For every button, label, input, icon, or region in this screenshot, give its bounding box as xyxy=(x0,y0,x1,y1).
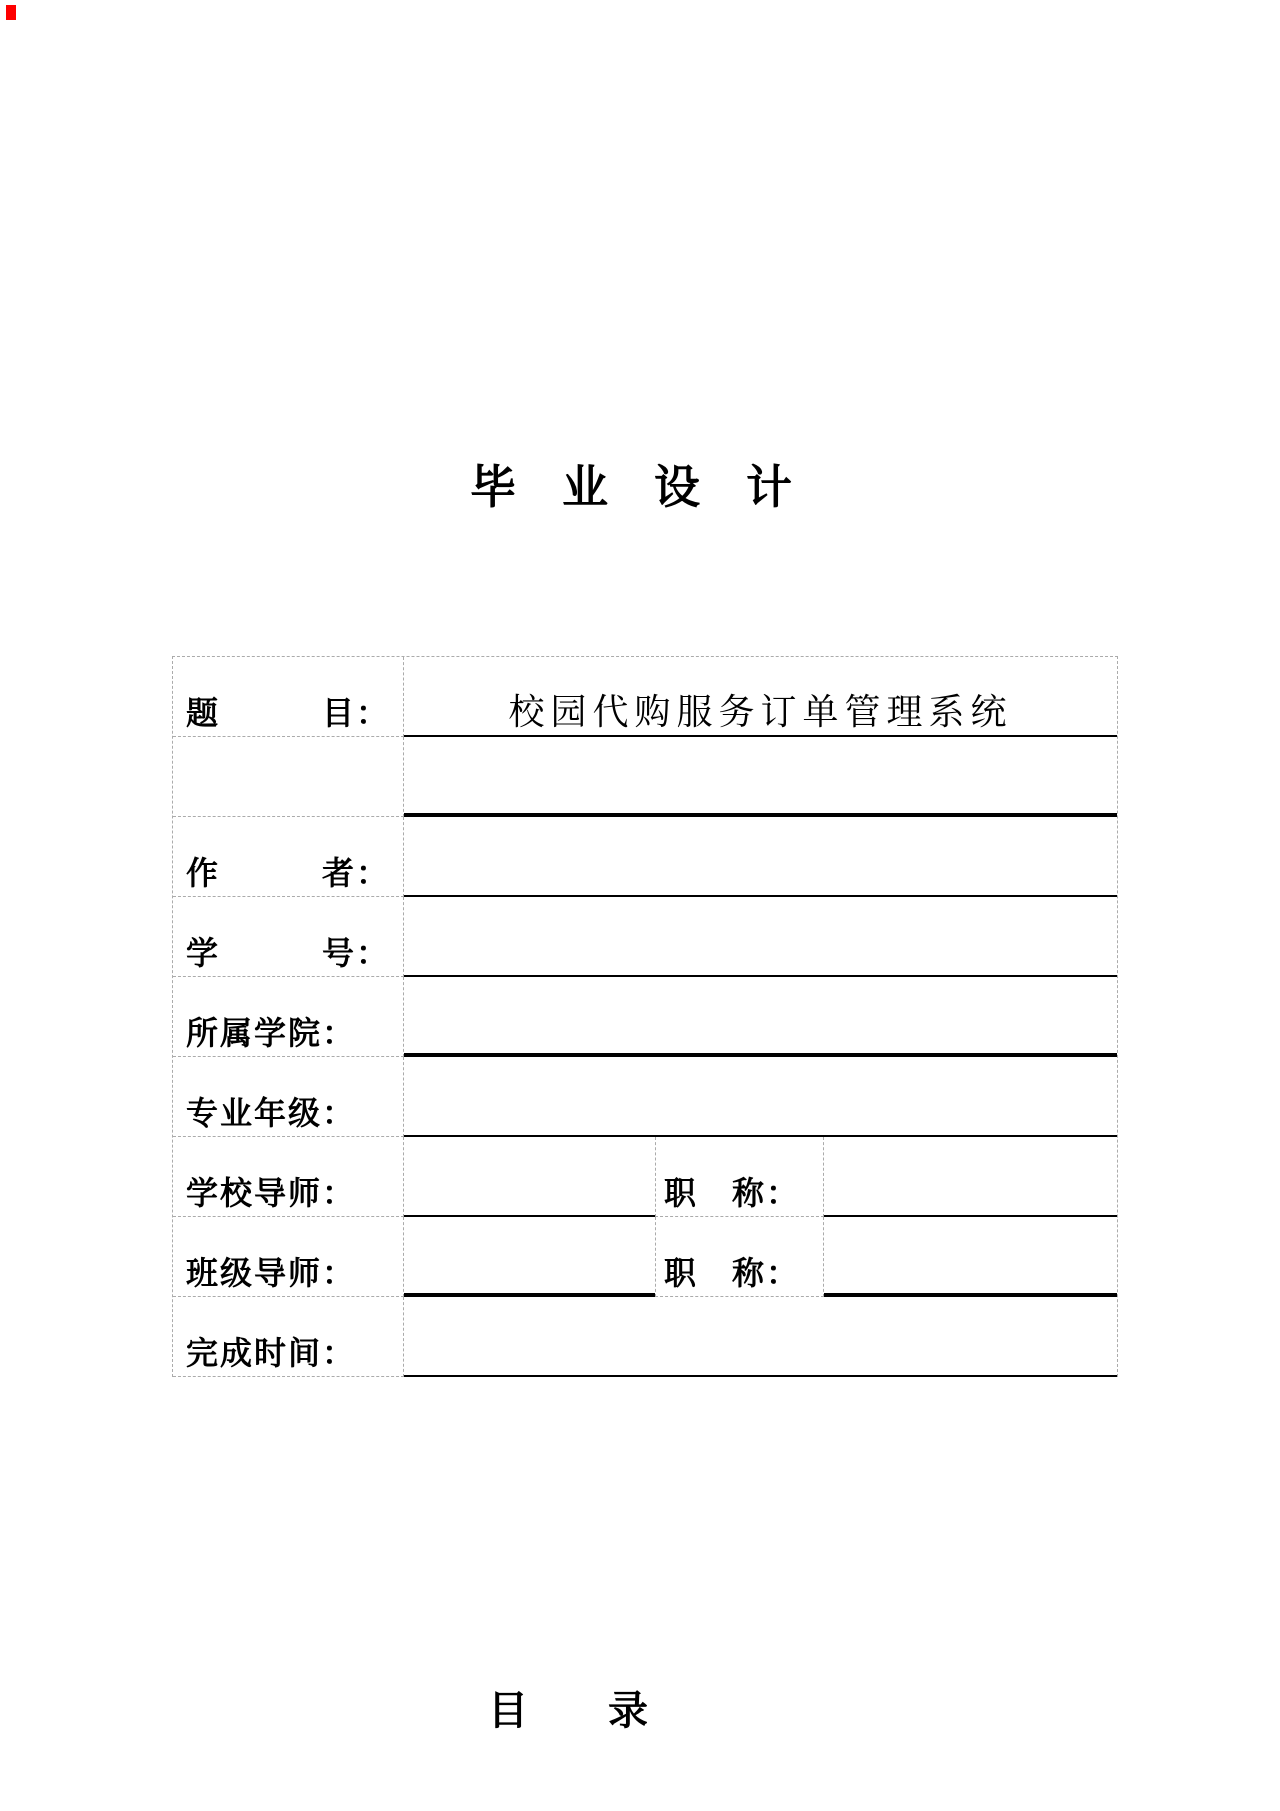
row-student-id xyxy=(173,897,1117,977)
field-label-class-supervisor: 班级导师： xyxy=(173,1217,404,1297)
row-title xyxy=(173,657,1117,737)
cover-form-table xyxy=(172,656,1118,1377)
field-value-title: 校园代购服务订单管理系统 xyxy=(404,657,1117,737)
field-value-major-grade xyxy=(404,1057,1117,1137)
row-class-supervisor xyxy=(173,1217,1117,1297)
document-title: 毕 业 设 计 xyxy=(470,461,792,513)
row-author xyxy=(173,817,1117,897)
field-label-title: 题 目： xyxy=(173,657,404,737)
row-title-continued xyxy=(173,737,1117,817)
field-value-completion-date xyxy=(404,1297,1117,1377)
row-major-grade xyxy=(173,1057,1117,1137)
field-value-title-line2 xyxy=(404,737,1117,817)
field-label-title-rank-2: 职 称： xyxy=(655,1217,824,1297)
field-value-school-supervisor xyxy=(404,1137,655,1217)
field-label-title-rank-1: 职 称： xyxy=(655,1137,824,1217)
field-label-completion-date: 完成时间： xyxy=(173,1297,404,1377)
row-college xyxy=(173,977,1117,1057)
table-of-contents-heading: 目 录 xyxy=(488,1688,668,1733)
row-completion-date xyxy=(173,1297,1117,1377)
field-value-title-rank-2 xyxy=(824,1217,1117,1297)
field-value-college xyxy=(404,977,1117,1057)
field-value-author xyxy=(404,817,1117,897)
field-label-major-grade: 专业年级： xyxy=(173,1057,404,1137)
field-value-class-supervisor xyxy=(404,1217,655,1297)
field-label-author: 作 者： xyxy=(173,817,404,897)
field-label-empty xyxy=(173,737,404,817)
field-value-title-rank-1 xyxy=(824,1137,1117,1217)
field-label-college: 所属学院： xyxy=(173,977,404,1057)
corner-red-artifact xyxy=(6,5,16,20)
field-label-student-id: 学 号： xyxy=(173,897,404,977)
field-label-school-supervisor: 学校导师： xyxy=(173,1137,404,1217)
row-school-supervisor xyxy=(173,1137,1117,1217)
field-value-student-id xyxy=(404,897,1117,977)
